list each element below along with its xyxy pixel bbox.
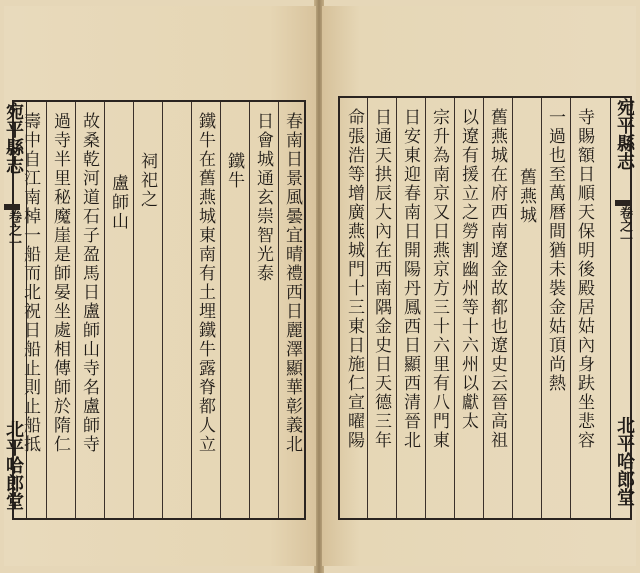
column-3: [512, 98, 536, 518]
banner-publisher: 北平哈郎堂: [3, 420, 24, 510]
column-7: [104, 102, 128, 518]
column-8: [75, 102, 99, 518]
column-text: 宗升為南京又日燕京方三十六里有八門東: [429, 108, 449, 450]
column-4: [483, 98, 507, 518]
column-text: 日安東迎春南日開陽丹鳳西日顯西清晉北: [400, 108, 420, 450]
right-page-frame: [338, 96, 632, 520]
column-text: 壽中自江南棹一船而北祝日船止則止船抵: [20, 112, 40, 454]
column-1: [570, 98, 594, 518]
column-2: [541, 98, 565, 518]
left-page-frame: [12, 100, 306, 520]
column-text: 舊燕城: [516, 168, 536, 225]
banner-title: 宛平縣志: [3, 102, 24, 174]
column-text: 日會城通玄崇智光泰: [253, 112, 273, 283]
column-text: 鐵牛: [224, 152, 244, 190]
column-text: 盧師山: [108, 174, 128, 231]
column-1: [278, 102, 302, 518]
column-text: 祠祀之: [137, 152, 157, 209]
column-text: 命張浩等增廣燕城門十三東日施仁宣曜陽: [344, 108, 364, 450]
column-2: [249, 102, 273, 518]
right-page-banner: [610, 96, 637, 518]
column-6: [425, 98, 449, 518]
banner-volume: 卷之一: [617, 206, 632, 245]
column-5: [162, 102, 163, 518]
left-page-banner: [0, 100, 27, 518]
column-5: [454, 98, 478, 518]
column-text: 舊燕城在府西南遼金故都也遼史云晉高祖: [487, 108, 507, 450]
column-3: [220, 102, 244, 518]
column-6: [133, 102, 157, 518]
banner-volume: 卷之一: [6, 210, 21, 249]
banner-title: 宛平縣志: [614, 98, 635, 170]
column-text: 過寺半里秘魔崖是師晏坐處相傳師於隋仁: [50, 112, 70, 454]
column-text: 寺賜額日順天保明後殿居姑內身趺坐悲容: [574, 108, 594, 450]
column-7: [396, 98, 420, 518]
column-text: 一過也至萬曆間猶未裝金姑頂尚熱: [545, 108, 565, 393]
column-text: 日通天拱辰大內在西南隅金史日天德三年: [371, 108, 391, 450]
column-text: 以遼有援立之勞割幽州等十六州以獻太: [458, 108, 478, 431]
column-8: [367, 98, 391, 518]
column-text: 春南日景風曇宜晴禮西日麗澤顯華彰義北: [282, 112, 302, 454]
column-9: [46, 102, 70, 518]
column-text: 鐵牛在舊燕城東南有土埋鐵牛露脊都人立: [195, 112, 215, 454]
column-text: 故桑乾河道石子盈馬日盧師山寺名盧師寺: [79, 112, 99, 454]
column-4: [191, 102, 215, 518]
banner-publisher: 北平哈郎堂: [614, 416, 635, 506]
